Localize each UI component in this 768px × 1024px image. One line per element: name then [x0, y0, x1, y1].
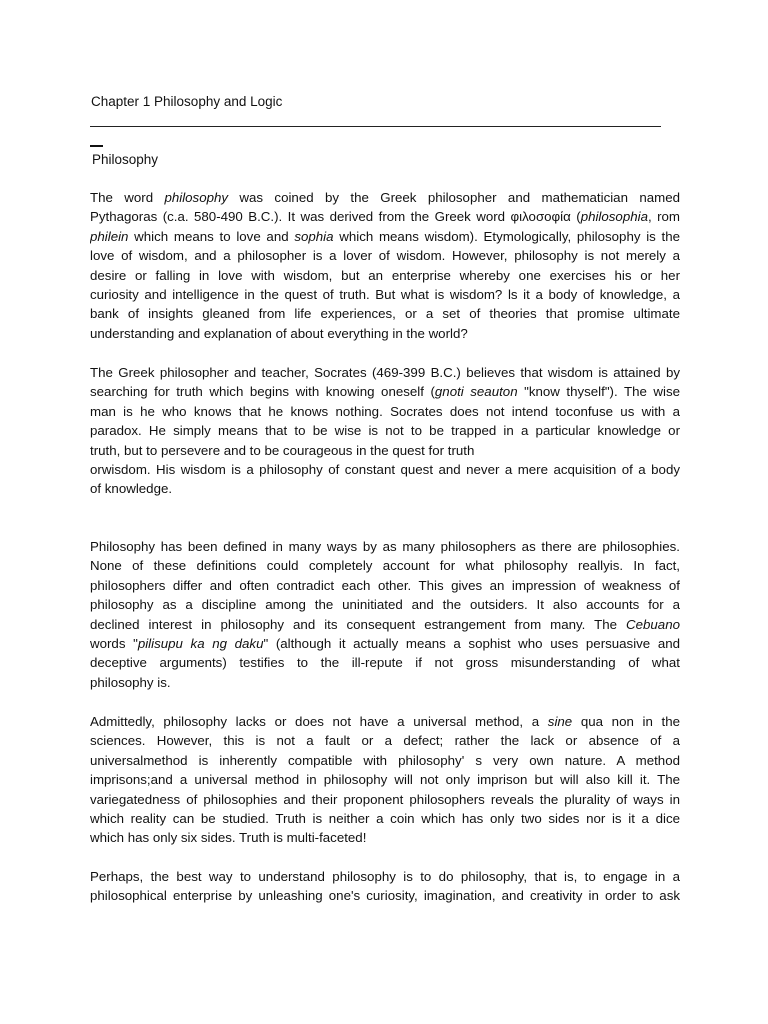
text-line: understanding and explanation of about everything in the world?: [90, 325, 468, 341]
text-line: philosophy is.: [90, 674, 171, 690]
text-line: variegatedness of philosophies and their proponent philosophers reveals the plurality of ways in: [90, 791, 680, 807]
text-line: None of these definitions could completely account for what philosophy reallyis. In fact,: [90, 558, 680, 574]
text-line: The Greek philosopher and teacher, Socrates (469-399 B.C.) believes that wisdom is attained by: [90, 365, 680, 380]
text-line: searching for truth which begins with knowing oneself (gnoti seauton "know thyself"). The wise: [90, 384, 680, 400]
text-line: of knowledge.: [90, 481, 173, 497]
paragraph-5: [90, 867, 680, 906]
title-divider: [90, 126, 661, 127]
paragraph-3: [90, 537, 680, 692]
text-line: philosophers differ and often contradict each other. This gives an impression of weakness of: [90, 577, 680, 593]
paragraph-1: [90, 188, 680, 343]
divider-tick: [90, 145, 103, 147]
chapter-title: Chapter 1 Philosophy and Logic: [91, 94, 283, 109]
paragraph-2: [90, 363, 680, 499]
text-line: love of wisdom, and a philosopher is a lover of wisdom. However, philosophy is not merely a: [90, 248, 680, 264]
text-line: universalmethod is inherently compatible with philosophy' s very own nature. A method: [90, 752, 680, 768]
text-line: man is he who knows that he knows nothing. Socrates does not intend toconfuse us with a: [90, 403, 680, 419]
text-line: philein which means to love and sophia which means wisdom). Etymologically, philosophy is the: [90, 228, 680, 244]
text-line: which reality can be studied. Truth is neither a coin which has only two sides nor is it a dice: [90, 810, 680, 826]
text-line: deceptive arguments) testifies to the ill-repute if not gross misunderstanding of what: [90, 655, 680, 671]
text-line: paradox. He simply means that to be wise is not to be trapped in a particular knowledge or: [90, 423, 680, 439]
text-line: imprisons;and a universal method in philosophy will not only imprison but will also kill it. The: [90, 772, 680, 788]
paragraph-4: [90, 712, 680, 848]
text-line: which has only six sides. Truth is multi-faceted!: [90, 830, 367, 846]
text-line: philosophical enterprise by unleashing one's curiosity, imagination, and creativity in order to ask: [90, 888, 680, 904]
text-line: orwisdom. His wisdom is a philosophy of constant quest and never a mere acquisition of a body: [90, 461, 680, 477]
text-line: declined interest in philosophy and its consequent estrangement from many. The Cebuano: [90, 616, 680, 632]
text-line: Philosophy has been defined in many ways by as many philosophers as there are philosophies.: [90, 539, 680, 554]
section-heading: Philosophy: [92, 152, 159, 167]
text-line: bank of insights gleaned from life experiences, or a set of theories that promise ultimate: [90, 306, 680, 322]
text-line: desire or falling in love with wisdom, but an enterprise whereby one exercises his or her: [90, 267, 680, 283]
text-line: Admittedly, philosophy lacks or does not have a universal method, a sine qua non in the: [90, 714, 680, 729]
text-line: Perhaps, the best way to understand philosophy is to do philosophy, that is, to engage in a: [90, 869, 680, 884]
text-line: curiosity and intelligence in the quest of truth. But what is wisdom? ls it a body of knowledge, a: [90, 286, 680, 302]
text-line: sciences. However, this is not a fault or a defect; rather the lack or absence of a: [90, 733, 680, 749]
text-line: Pythagoras (c.a. 580-490 B.C.). It was derived from the Greek word φιλοσοφία (philosophia, rom: [90, 209, 680, 225]
text-line: The word philosophy was coined by the Greek philosopher and mathematician named: [90, 190, 680, 205]
text-line: philosophy as a discipline among the uninitiated and the outsiders. It also accounts for a: [90, 597, 680, 613]
text-line: words "pilisupu ka ng daku" (although it actually means a sophist who uses persuasive and: [90, 635, 680, 651]
text-line: truth, but to persevere and to be courageous in the quest for truth: [90, 442, 475, 458]
